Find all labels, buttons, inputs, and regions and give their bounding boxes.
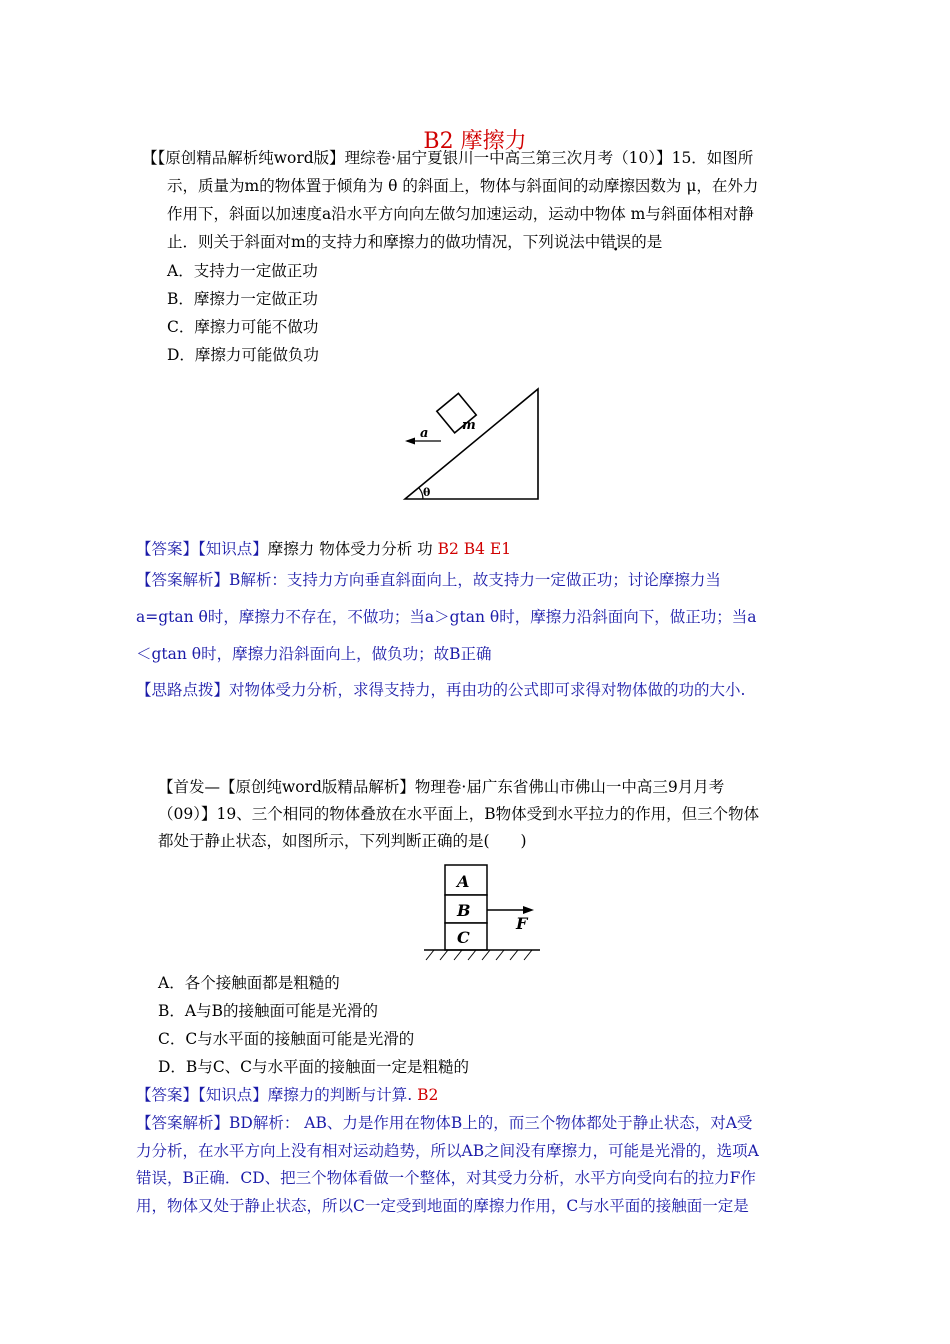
q2-option-a: A．各个接触面都是粗糙的	[158, 974, 340, 992]
analysis-text: BD解析： AB、力是作用在物体B上的，而三个物体都处于静止状态，对A受	[229, 1114, 753, 1132]
knowledge-label: 【知识点】	[198, 540, 268, 558]
q1-option-a: A．支持力一定做正功	[167, 262, 318, 280]
q1-analysis-line-1	[136, 570, 721, 590]
q2-analysis-line-2: 力分析，在水平方向上没有相对运动趋势，所以AB之间没有摩擦力，可能是光滑的，选项A	[136, 1142, 759, 1160]
answer-label: 【答案】	[136, 540, 199, 558]
q1-line-4-start: 止．则关于斜面对m的支持力和摩擦力的做功情况，下列说法中	[167, 233, 601, 251]
q1-line-4-end: 的是	[631, 233, 663, 251]
q1-option-c: C．摩擦力可能不做功	[167, 318, 319, 336]
q2-option-b: B．A与B的接触面可能是光滑的	[158, 1002, 378, 1020]
q1-hint-line	[136, 680, 745, 700]
knowledge-label: 【知识点】	[198, 1086, 268, 1104]
q1-line-4	[167, 232, 662, 252]
q2-line-1: 【首发—【原创纯word版精品解析】物理卷·届广东省佛山市佛山一中高三9月月考	[158, 778, 725, 796]
q1-analysis-line-2: a=gtan θ时，摩擦力不存在，不做功；当a＞gtan θ时，摩擦力沿斜面向下，做正功；当a	[136, 608, 757, 626]
analysis-label: 【答案解析】	[136, 1114, 230, 1132]
page-title: B2 摩擦力	[423, 129, 527, 154]
knowledge-text: 摩擦力 物体受力分析 功	[267, 540, 433, 558]
arrowhead-left-icon	[405, 438, 415, 445]
hint-text: 对物体受力分析，求得支持力，再由功的公式即可求得对物体做的功的大小.	[229, 681, 746, 699]
q1-line-2: 示，质量为m的物体置于倾角为 θ 的斜面上，物体与斜面间的动摩擦因数为 μ，在外力	[167, 177, 759, 195]
hint-label: 【思路点拨】	[136, 681, 230, 699]
q2-answer-line	[136, 1085, 438, 1105]
knowledge-text: 摩擦力的判断与计算.	[267, 1086, 413, 1104]
q2-analysis-line-3: 错误，B正确．CD、把三个物体看做一个整体，对其受力分析，水平方向受向右的拉力F作	[136, 1169, 756, 1187]
knowledge-codes: B2 B4 E1	[437, 540, 512, 558]
q2-analysis-line-1	[136, 1113, 752, 1133]
emphasis-mark: 错误	[600, 233, 632, 251]
q1-analysis-line-3: ＜gtan θ时，摩擦力沿斜面向上，做负功；故B正确	[136, 645, 492, 663]
label-F: F	[516, 914, 528, 933]
label-m: m	[462, 418, 476, 433]
q1-line-1: 【【原创精品解析纯word版】理综卷·届宁夏银川一中高三第三次月考（10）】15．如图所	[142, 149, 754, 167]
q2-line-2: （09）】19、三个相同的物体叠放在水平面上，B物体受到水平拉力的作用，但三个物体	[158, 805, 760, 823]
q2-option-d: D．B与C、C与水平面的接触面一定是粗糙的	[158, 1058, 470, 1076]
q1-line-3: 作用下，斜面以加速度a沿水平方向向左做匀加速运动，运动中物体 m与斜面体相对静	[167, 205, 754, 223]
q1-answer-line	[136, 539, 511, 559]
label-B: B	[457, 901, 471, 920]
arrowhead-right-icon	[523, 906, 534, 914]
q1-option-d: D．摩擦力可能做负功	[167, 346, 319, 364]
label-a: a	[420, 426, 429, 441]
label-theta: θ	[423, 486, 431, 499]
q2-option-c: C．C与水平面的接触面可能是光滑的	[158, 1030, 415, 1048]
incline-wedge	[405, 389, 538, 499]
incline-diagram	[395, 380, 555, 505]
ground-hatch	[426, 950, 532, 960]
q2-line-3: 都处于静止状态，如图所示，下列判断正确的是( )	[158, 832, 527, 850]
answer-label: 【答案】	[136, 1086, 199, 1104]
knowledge-codes: B2	[417, 1086, 439, 1104]
analysis-label: 【答案解析】	[136, 571, 230, 589]
q1-option-b: B．摩擦力一定做正功	[167, 290, 318, 308]
label-C: C	[457, 928, 470, 947]
stacked-blocks-diagram	[420, 860, 545, 965]
label-A: A	[457, 872, 470, 891]
q2-analysis-line-4: 用，物体又处于静止状态，所以C一定受到地面的摩擦力作用，C与水平面的接触面一定是	[136, 1197, 749, 1215]
analysis-text: B解析：支持力方向垂直斜面向上，故支持力一定做正功；讨论摩擦力当	[229, 571, 721, 589]
